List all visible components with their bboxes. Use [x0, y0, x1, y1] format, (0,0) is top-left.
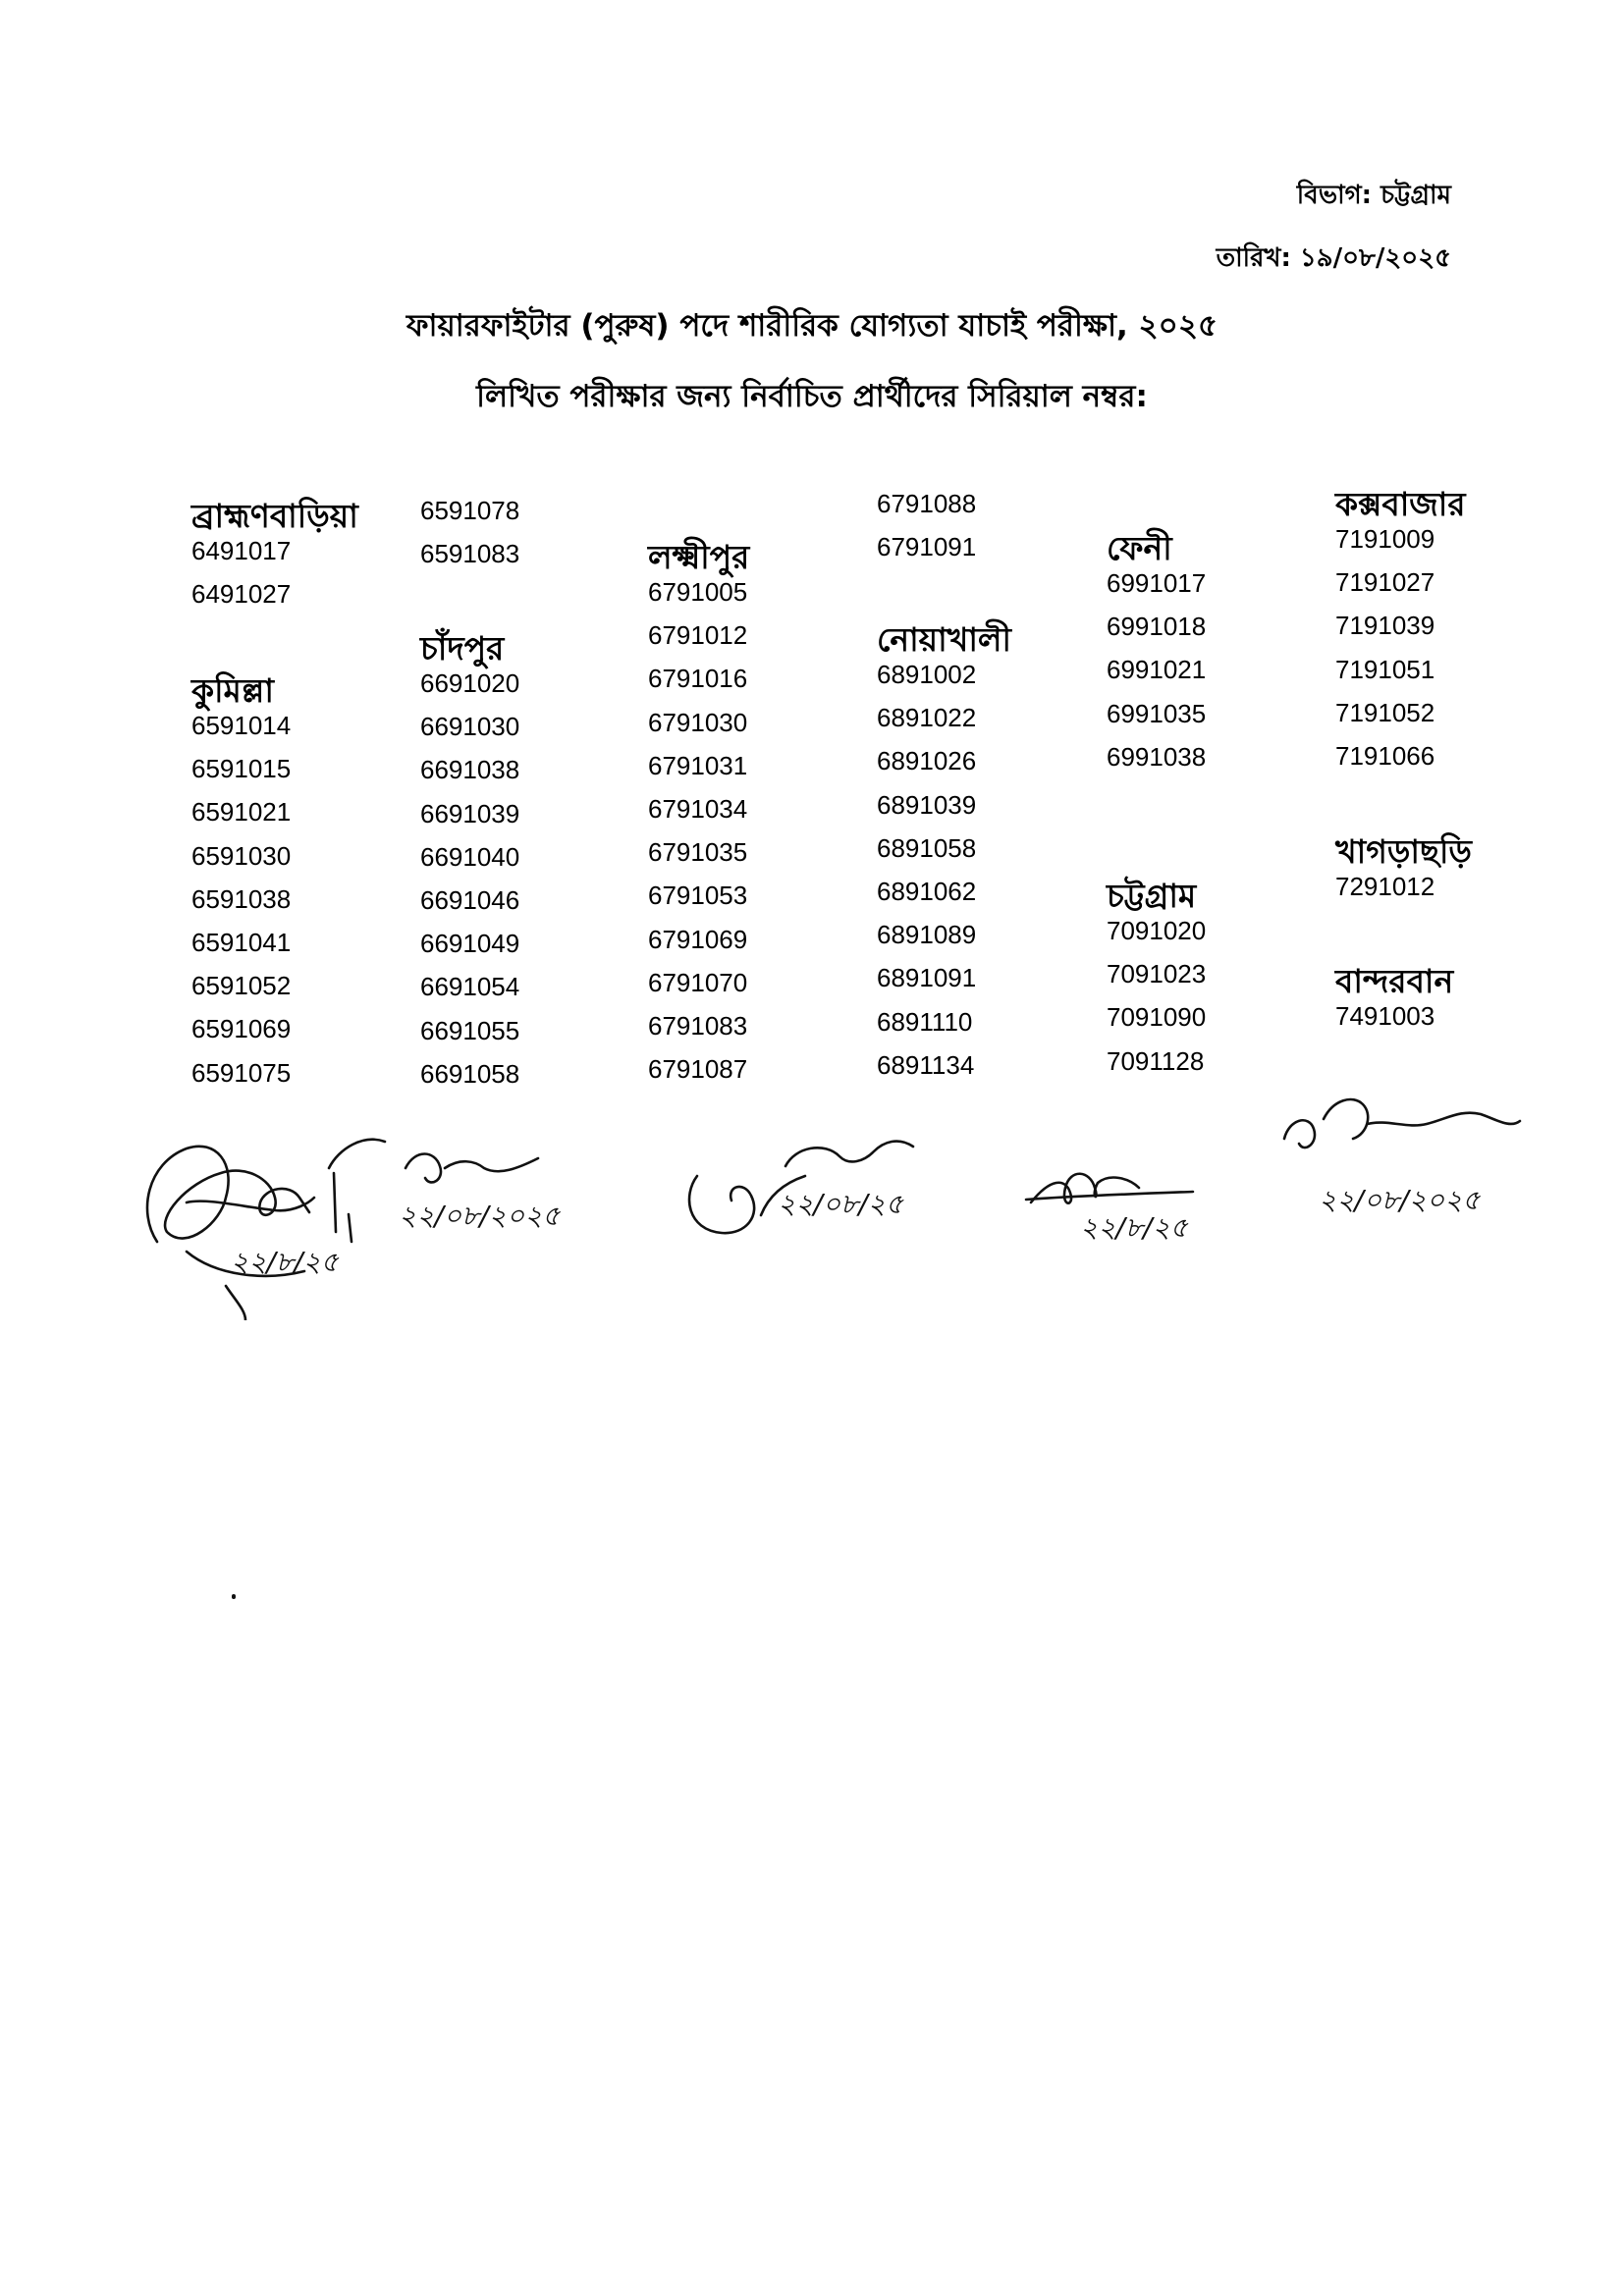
serial-number: 6691054 [420, 972, 520, 1002]
serial-number: 6791053 [648, 881, 748, 911]
serial-number: 6891039 [877, 789, 977, 820]
serial-number: 6891134 [877, 1049, 975, 1080]
serial-number: 7191039 [1335, 611, 1435, 641]
district-9-heading: খাগড়াছড়ি [1335, 832, 1472, 871]
serial-number: 6991035 [1107, 698, 1207, 728]
signature-4-date: ২২/৮/২৫ [1080, 1211, 1188, 1244]
signature-2-date: ২২/০৮/২০২৫ [399, 1200, 561, 1232]
serial-number: 6691030 [420, 712, 520, 742]
division-label: বিভাগ: চট্টগ্রাম [1296, 181, 1451, 210]
serial-number: 6891058 [877, 832, 977, 863]
serial-number: 6691040 [420, 841, 520, 872]
serial-number: 7491003 [1335, 1001, 1435, 1031]
district-4-heading: লক্ষ্মীপুর [648, 538, 750, 576]
notice-subtitle: লিখিত পরীক্ষার জন্য নির্বাচিত প্রার্থীদের সিরিয়াল নম্বর: [476, 379, 1148, 414]
signature-5 [1274, 1080, 1589, 1237]
serial-number: 6791083 [648, 1011, 748, 1041]
signature-1-date: ২২/৮/২৫ [231, 1246, 339, 1278]
serial-number: 6791031 [648, 750, 748, 780]
serial-number: 6791088 [877, 489, 977, 518]
serial-number: 6991038 [1107, 741, 1207, 772]
serial-number: 6691058 [420, 1058, 520, 1089]
serial-number: 6791005 [648, 577, 748, 607]
serial-number: 6891110 [877, 1006, 973, 1037]
serial-number: 6791070 [648, 967, 748, 997]
serial-number: 6791034 [648, 794, 748, 824]
serial-number: 6791016 [648, 664, 748, 694]
date-label: তারিখ: ১৯/০৮/২০২৫ [1216, 243, 1451, 273]
signature-1 [128, 1104, 403, 1320]
signature-2 [391, 1139, 597, 1247]
serial-number: 6591041 [191, 928, 292, 957]
serial-number: 6591038 [191, 883, 292, 914]
district-1-heading: ব্রাহ্মণবাড়িয়া [191, 497, 358, 535]
serial-number: 6891002 [877, 660, 977, 689]
serial-number: 6791069 [648, 924, 748, 954]
serial-number: 6591075 [191, 1057, 292, 1088]
serial-number: 6691046 [420, 885, 520, 915]
serial-number: 6591015 [191, 754, 292, 784]
district-7-heading: চট্টগ্রাম [1107, 877, 1197, 915]
scan-speck [232, 1594, 236, 1599]
district-5-heading: নোয়াখালী [877, 620, 1011, 659]
signature-3-date: ২২/০৮/২৫ [778, 1188, 904, 1220]
serial-number: 7191066 [1335, 741, 1435, 771]
district-6-heading: ফেনী [1107, 529, 1172, 567]
serial-number: 6791091 [877, 532, 977, 562]
serial-number: 6991021 [1107, 655, 1207, 685]
serial-number: 6591078 [420, 496, 520, 525]
serial-number: 7091128 [1107, 1045, 1205, 1076]
notice-title: ফায়ারফাইটার (পুরুষ) পদে শারীরিক যোগ্যতা যাচাই পরীক্ষা, ২০২৫ [406, 308, 1218, 344]
signature-4 [1021, 1148, 1247, 1247]
serial-number: 6591021 [191, 797, 292, 828]
serial-number: 6791012 [648, 620, 748, 651]
serial-number: 7191027 [1335, 567, 1435, 598]
serial-number: 6491027 [191, 579, 292, 610]
serial-number: 6591052 [191, 971, 292, 1001]
signature-5-date: ২২/০৮/২০২৫ [1319, 1184, 1481, 1216]
serial-number: 6591030 [191, 840, 292, 871]
serial-number: 7191009 [1335, 524, 1435, 554]
serial-number: 6891026 [877, 746, 977, 776]
district-8-heading: কক্সবাজার [1335, 485, 1466, 523]
serial-number: 6791030 [648, 707, 748, 737]
serial-number: 6891091 [877, 963, 977, 993]
district-2-heading: কুমিল্লা [191, 671, 274, 710]
serial-number: 6691020 [420, 668, 520, 698]
serial-number: 6991018 [1107, 612, 1207, 642]
serial-number: 6591069 [191, 1014, 292, 1044]
serial-number: 6691039 [420, 798, 520, 828]
serial-number: 6591083 [420, 539, 520, 569]
serial-number: 7291012 [1335, 872, 1435, 901]
serial-number: 6491017 [191, 536, 292, 565]
serial-number: 6691038 [420, 755, 520, 785]
serial-number: 7091023 [1107, 959, 1207, 989]
serial-number: 6691055 [420, 1015, 520, 1045]
serial-number: 6891062 [877, 877, 977, 906]
serial-number: 7091020 [1107, 916, 1207, 945]
serial-number: 6791087 [648, 1054, 748, 1085]
serial-number: 6891089 [877, 920, 977, 950]
district-3-heading: চাঁদপুর [420, 629, 505, 667]
serial-number: 6991017 [1107, 568, 1207, 598]
serial-number: 6591014 [191, 711, 292, 740]
serial-number: 7191051 [1335, 654, 1435, 684]
serial-number: 6691049 [420, 929, 520, 959]
district-10-heading: বান্দরবান [1335, 962, 1454, 1000]
signature-3 [668, 1107, 923, 1255]
serial-number: 6891022 [877, 703, 977, 733]
serial-number: 6791035 [648, 837, 748, 868]
serial-number: 7091090 [1107, 1002, 1207, 1033]
serial-number: 7191052 [1335, 697, 1435, 727]
